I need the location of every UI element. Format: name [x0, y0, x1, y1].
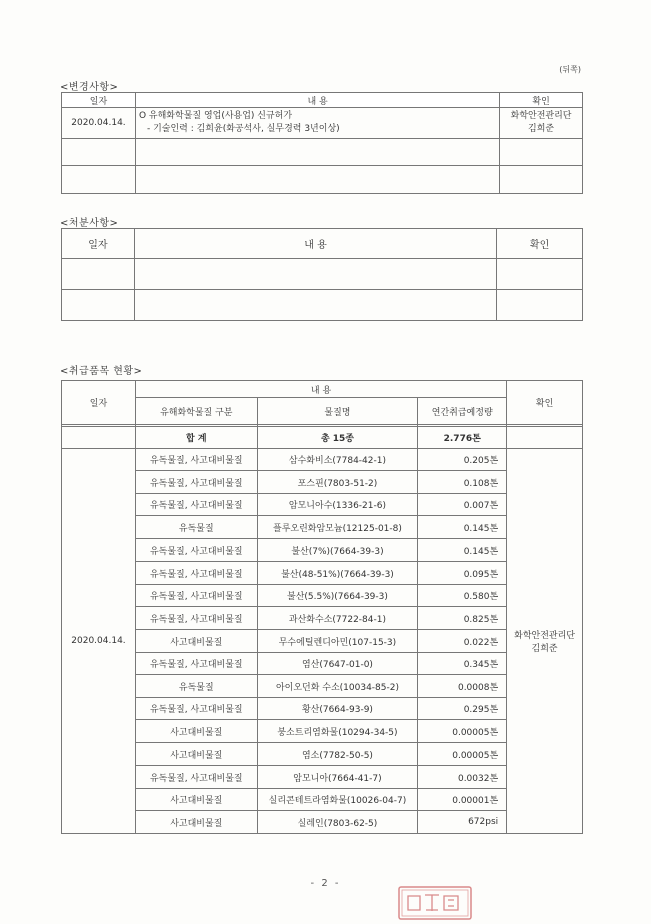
- handling-total-substance: 총 15종: [257, 427, 418, 449]
- changes-section-title: <변경사항>: [60, 82, 119, 93]
- handling-row-amount: 0.205톤: [418, 449, 507, 471]
- handling-row-substance: 염소(7782-50-5): [257, 743, 418, 766]
- handling-row-category: 유독물질, 사고대비물질: [135, 607, 257, 630]
- table-row: [62, 743, 583, 766]
- page-side-label: (뒤쪽): [559, 65, 581, 74]
- handling-row-substance: 실레인(7803-62-5): [257, 811, 418, 834]
- handling-row-amount: 0.145톤: [418, 516, 507, 539]
- official-seal: [398, 886, 472, 924]
- handling-row-amount: 0.108톤: [418, 471, 507, 494]
- handling-header-date: 일자: [62, 381, 136, 425]
- handling-row-amount: 0.095톤: [418, 562, 507, 585]
- handling-header-amount: 연간취급예정량: [418, 398, 507, 425]
- handling-row-category: 유독물질, 사고대비물질: [135, 653, 257, 675]
- handling-row-amount: 0.022톤: [418, 630, 507, 653]
- handling-header-category: 유해화학물질 구분: [135, 398, 257, 425]
- handling-row-category: 유독물질, 사고대비물질: [135, 449, 257, 471]
- handling-row-category: 유독물질, 사고대비물질: [135, 698, 257, 720]
- table-row: [62, 471, 583, 494]
- changes-row-confirm-person: 김희준: [528, 124, 555, 134]
- table-row: [62, 494, 583, 516]
- handling-row-category: 유독물질, 사고대비물질: [135, 562, 257, 585]
- handling-row-amount: 0.345톤: [418, 653, 507, 675]
- changes-row-date: 2020.04.14.: [62, 108, 136, 139]
- changes-header-date: 일자: [62, 93, 136, 108]
- handling-row-amount: 0.00005톤: [418, 720, 507, 743]
- handling-section-title: <취급품목 현황>: [60, 366, 143, 377]
- handling-row-substance: 아이오던화 수소(10034-85-2): [257, 675, 418, 698]
- handling-row-substance: 과산화수소(7722-84-1): [257, 607, 418, 630]
- handling-row-category: 유독물질, 사고대비물질: [135, 766, 257, 789]
- changes-row-confirm-org: 화학안전관리단: [510, 111, 572, 121]
- table-row: [62, 698, 583, 720]
- handling-table: [61, 380, 583, 834]
- table-row: [62, 720, 583, 743]
- handling-row-substance: 포스핀(7803-51-2): [257, 471, 418, 494]
- changes-row-content-line1: O 유해화학물질 영업(사용업) 신규허가: [138, 111, 293, 121]
- handling-row-category: 유독물질: [135, 675, 257, 698]
- table-row: [62, 811, 583, 834]
- handling-row-amount: 672psi: [418, 811, 507, 834]
- table-row: [62, 516, 583, 539]
- dispositions-header-confirm: 확인: [497, 229, 583, 259]
- handling-row-category: 유독물질: [135, 516, 257, 539]
- table-row: [62, 585, 583, 607]
- dispositions-section-title: <처분사항>: [60, 218, 119, 229]
- handling-row-category: 사고대비물질: [135, 720, 257, 743]
- handling-row-amount: 0.580톤: [418, 585, 507, 607]
- handling-row-substance: 붕소트리염화물(10294-34-5): [257, 720, 418, 743]
- handling-row-substance: 불산(48-51%)(7664-39-3): [257, 562, 418, 585]
- handling-row-amount: 0.00005톤: [418, 743, 507, 766]
- table-row: [62, 562, 583, 585]
- table-row: [62, 139, 583, 166]
- handling-row-amount: 0.00001톤: [418, 789, 507, 811]
- handling-row-substance: 삼수화비소(7784-42-1): [257, 449, 418, 471]
- table-row: [62, 539, 583, 562]
- handling-date: 2020.04.14.: [62, 449, 136, 834]
- handling-row-substance: 암모니아(7664-41-7): [257, 766, 418, 789]
- dispositions-table: [61, 228, 583, 321]
- changes-row-content-line2: - 기술인력 : 김희윤(화공석사, 실무경력 3년이상): [146, 124, 340, 134]
- handling-row-amount: 0.0008톤: [418, 675, 507, 698]
- handling-row-category: 유독물질, 사고대비물질: [135, 471, 257, 494]
- dispositions-header-content: 내 용: [134, 229, 496, 259]
- table-row: [62, 607, 583, 630]
- handling-row-substance: 황산(7664-93-9): [257, 698, 418, 720]
- dispositions-header-date: 일자: [62, 229, 135, 259]
- table-row: [62, 259, 583, 290]
- handling-row-substance: 불산(5.5%)(7664-39-3): [257, 585, 418, 607]
- handling-confirm-org: 화학안전관리단: [514, 631, 575, 641]
- handling-row-substance: 암모니아수(1336-21-6): [257, 494, 418, 516]
- handling-row-category: 사고대비물질: [135, 743, 257, 766]
- handling-row-category: 유독물질, 사고대비물질: [135, 539, 257, 562]
- table-row: [62, 108, 583, 139]
- handling-row-substance: 무수에틸렌디아민(107-15-3): [257, 630, 418, 653]
- table-row: [62, 449, 583, 471]
- handling-total-row: [62, 427, 583, 449]
- changes-table: [61, 92, 583, 194]
- table-row: [62, 789, 583, 811]
- handling-total-amount: 2.776톤: [418, 427, 507, 449]
- table-row: [62, 630, 583, 653]
- handling-header-substance: 물질명: [257, 398, 418, 425]
- handling-row-amount: 0.825톤: [418, 607, 507, 630]
- handling-row-amount: 0.007톤: [418, 494, 507, 516]
- changes-header-content: 내 용: [135, 93, 499, 108]
- handling-confirm-person: 김희준: [531, 644, 558, 654]
- handling-row-substance: 플루오린화암모늄(12125-01-8): [257, 516, 418, 539]
- table-row: [62, 166, 583, 194]
- changes-header-confirm: 확인: [500, 93, 583, 108]
- handling-row-amount: 0.145톤: [418, 539, 507, 562]
- handling-row-category: 유독물질, 사고대비물질: [135, 585, 257, 607]
- handling-row-category: 유독물질, 사고대비물질: [135, 494, 257, 516]
- handling-total-label: 합 계: [135, 427, 257, 449]
- page-number: - 2 -: [310, 878, 341, 889]
- handling-row-substance: 실리콘테트라염화물(10026-04-7): [257, 789, 418, 811]
- table-row: [62, 653, 583, 675]
- handling-row-substance: 불산(7%)(7664-39-3): [257, 539, 418, 562]
- handling-row-amount: 0.295톤: [418, 698, 507, 720]
- handling-row-substance: 염산(7647-01-0): [257, 653, 418, 675]
- handling-row-amount: 0.0032톤: [418, 766, 507, 789]
- handling-row-category: 사고대비물질: [135, 630, 257, 653]
- table-row: [62, 290, 583, 321]
- handling-header-confirm: 확인: [507, 381, 583, 425]
- table-row: [62, 675, 583, 698]
- handling-row-category: 사고대비물질: [135, 789, 257, 811]
- table-row: [62, 766, 583, 789]
- handling-row-category: 사고대비물질: [135, 811, 257, 834]
- handling-header-content: 내 용: [135, 381, 506, 398]
